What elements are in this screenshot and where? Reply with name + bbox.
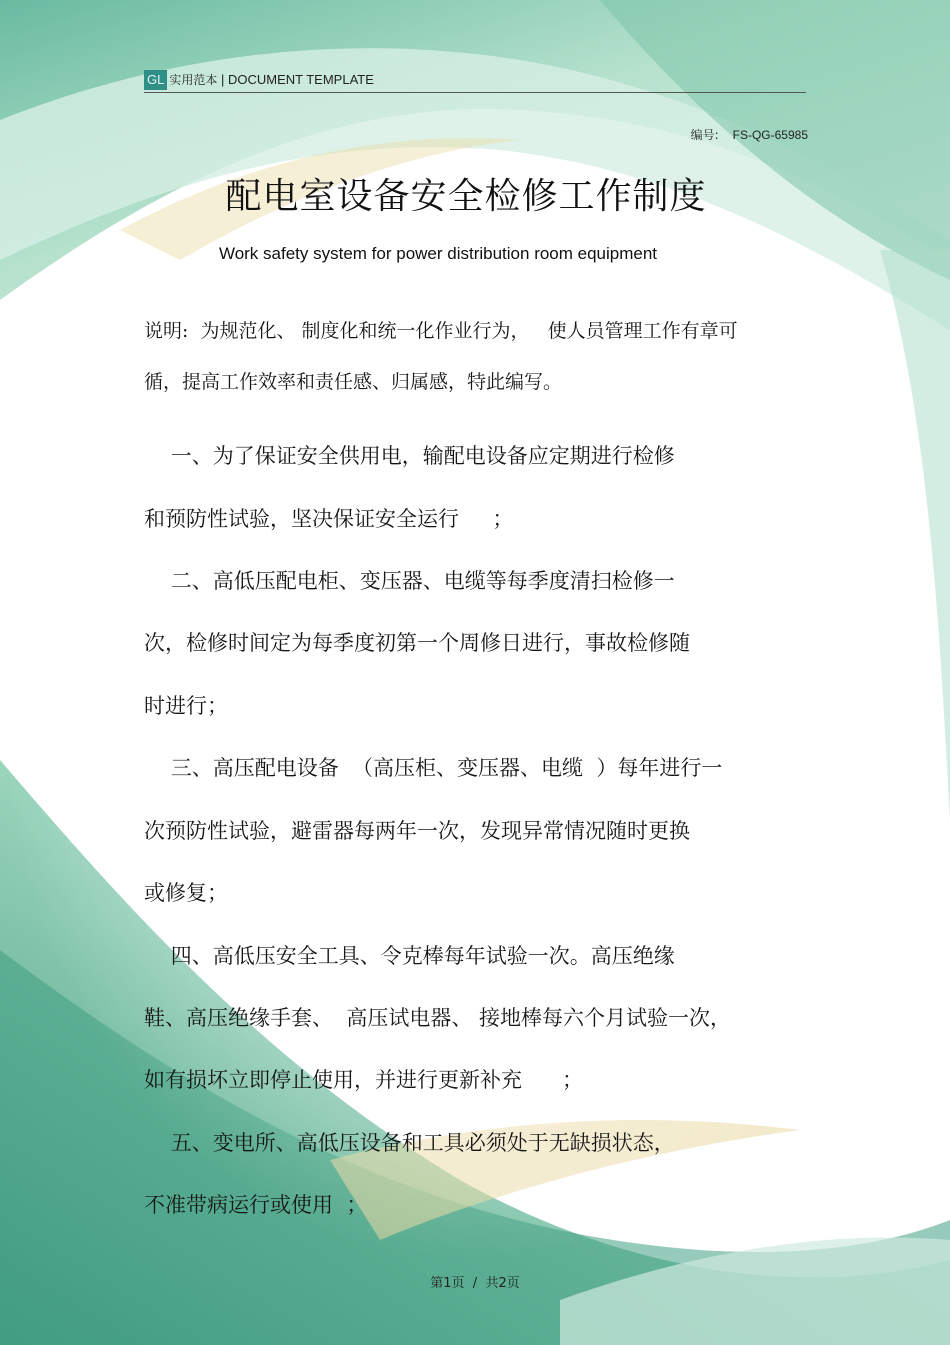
page-footer: 第1页 / 共2页 xyxy=(430,1276,520,1291)
header-cn-label: 实用范本 xyxy=(169,73,218,87)
document-number-label: 编号: xyxy=(690,128,719,142)
body-line: 时进行； xyxy=(144,694,228,718)
body-line: 三、高压配电设备 （高压柜、变压器、电缆 ）每年进行一 xyxy=(144,756,723,780)
intro-line: 说明: 为规范化、 制度化和统一化作业行为， 使人员管理工作有章可 xyxy=(144,320,738,342)
body-line: 四、高低压安全工具、令克棒每年试验一次。高压绝缘 xyxy=(144,944,675,968)
body-line: 二、高低压配电柜、变压器、电缆等每季度清扫检修一 xyxy=(144,569,675,593)
header-en-label: | DOCUMENT TEMPLATE xyxy=(220,72,374,87)
body-line: 如有损坏立即停止使用，并进行更新补充 ； xyxy=(144,1068,584,1092)
body-line: 次预防性试验，避雷器每两年一次，发现异常情况随时更换 xyxy=(144,819,690,843)
body-line: 或修复； xyxy=(144,881,228,905)
document-number xyxy=(691,126,808,143)
body-line: 五、变电所、高低压设备和工具必须处于无缺损状态， xyxy=(144,1131,675,1155)
body-line: 次，检修时间定为每季度初第一个周修日进行，事故检修随 xyxy=(144,631,690,655)
header-badge: GL xyxy=(144,70,167,90)
intro-line: 循，提高工作效率和责任感、归属感，特此编写。 xyxy=(144,371,563,393)
body-line: 和预防性试验，坚决保证安全运行 ； xyxy=(144,507,514,531)
body-line: 不准带病运行或使用 ； xyxy=(144,1193,368,1217)
document-number-value: FS-QG-65985 xyxy=(732,128,808,142)
body-line: 一、为了保证安全供用电，输配电设备应定期进行检修 xyxy=(144,444,675,468)
page-header xyxy=(144,70,806,93)
body-line: 鞋、高压绝缘手套、 高压试电器、 接地棒每六个月试验一次， xyxy=(144,1006,732,1030)
document-title: 配电室设备安全检修工作制度 xyxy=(225,176,707,217)
document-subtitle: Work safety system for power distribution room equipment xyxy=(218,244,658,263)
